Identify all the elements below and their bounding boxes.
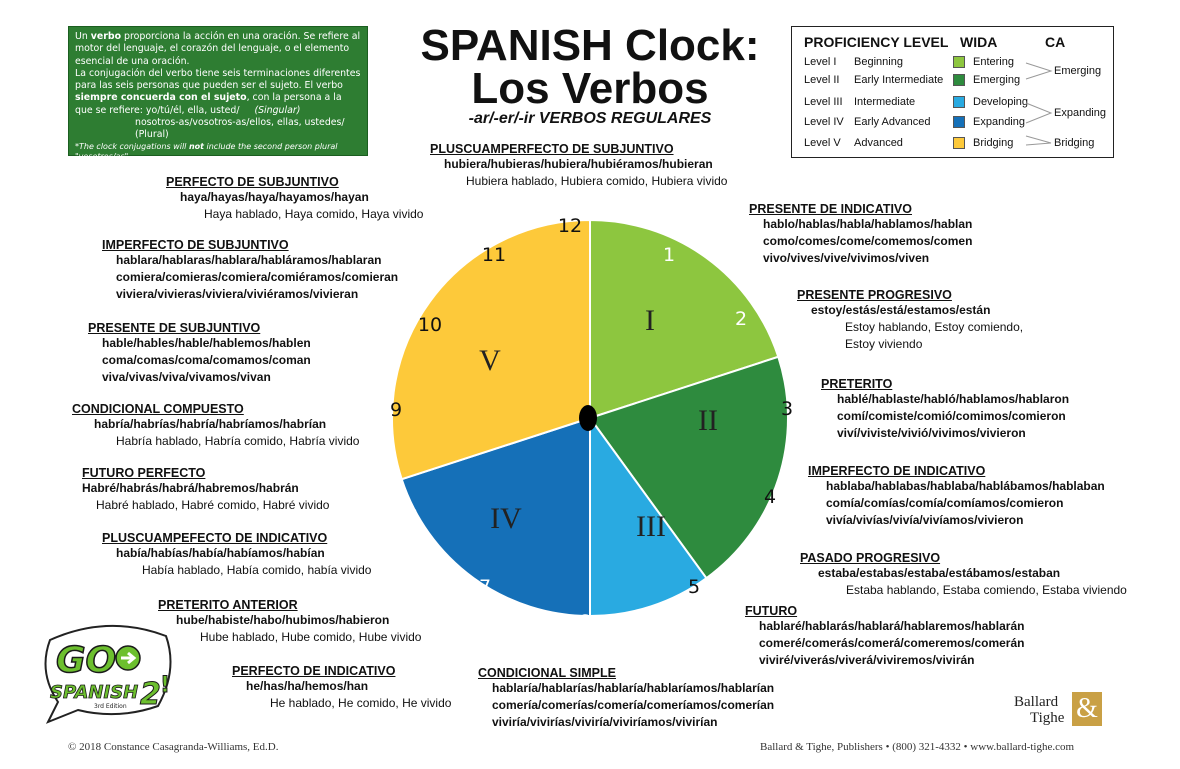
level-name: Early Advanced bbox=[854, 116, 931, 128]
tense-pluscuamperfecto-subjuntivo bbox=[430, 142, 727, 190]
tense-title: PERFECTO DE SUBJUNTIVO bbox=[166, 175, 339, 189]
conjugation-line: viviré/viverás/viverá/viviremos/vivirán bbox=[759, 653, 975, 667]
conjugation-line: como/comes/come/comemos/comen bbox=[763, 234, 973, 248]
conjugation-line: hablaría/hablarías/hablaría/hablaríamos/hablarían bbox=[492, 681, 775, 695]
logo-spanish-text: SPANISH bbox=[50, 682, 139, 703]
conjugation-line: hube/habiste/habo/hubimos/habieron bbox=[176, 613, 390, 627]
clock-number-12: 12 bbox=[557, 215, 583, 237]
proficiency-header: PROFICIENCY LEVEL bbox=[804, 34, 949, 50]
tense-imperfecto-subjuntivo bbox=[102, 238, 398, 303]
logo-edition-text: 3rd Edition bbox=[94, 703, 127, 710]
tense-title: PLUSCUAMPERFECTO DE SUBJUNTIVO bbox=[430, 142, 674, 156]
level-name: Advanced bbox=[854, 137, 903, 149]
level-label: Level II bbox=[804, 74, 840, 86]
conjugation-line: hablaré/hablarás/hablará/hablaremos/hablarán bbox=[759, 619, 1025, 633]
level-label: Level III bbox=[804, 96, 843, 108]
wida-label: Emerging bbox=[973, 74, 1021, 86]
tense-futuro-perfecto bbox=[82, 466, 329, 514]
tense-title: CONDICIONAL COMPUESTO bbox=[72, 402, 244, 416]
conjugation-line: viviera/vivieras/viviera/viviéramos/vivieran bbox=[116, 287, 359, 301]
tense-title: FUTURO PERFECTO bbox=[82, 466, 206, 480]
conjugation-line: hablé/hablaste/habló/hablamos/hablaron bbox=[837, 392, 1070, 406]
intro-paragraph-1: Un verbo proporciona la acción en una oración. Se refiere al motor del lenguaje, el corazón del lenguaje, o el elemento esencial de una oración. bbox=[75, 31, 361, 67]
level-label: Level V bbox=[804, 137, 841, 149]
wida-label: Entering bbox=[973, 56, 1014, 68]
tense-pasado-progresivo bbox=[800, 551, 1127, 599]
proficiency-legend bbox=[791, 26, 1114, 158]
page-subtitle: -ar/-er/-ir VERBOS REGULARES bbox=[468, 110, 712, 127]
example-line: Hubiera hablado, Hubiera comido, Hubiera vivido bbox=[466, 174, 728, 188]
example-line: He hablado, He comido, He vivido bbox=[270, 696, 452, 710]
clock-number-6: 6 bbox=[577, 611, 591, 633]
conjugation-line: comí/comiste/comió/comimos/comieron bbox=[837, 409, 1066, 423]
conjugation-line: estoy/estás/está/estamos/están bbox=[811, 303, 991, 317]
example-line: Estoy hablando, Estoy comiendo, bbox=[845, 320, 1024, 334]
conjugation-line: comería/comerías/comería/comeríamos/comerían bbox=[492, 698, 775, 712]
ca-expanding: Expanding bbox=[1054, 107, 1106, 119]
logo-go-text: GO bbox=[56, 640, 117, 681]
sector-label-I: I bbox=[645, 304, 655, 337]
example-line: Estaba hablando, Estaba comiendo, Estaba viviendo bbox=[846, 583, 1127, 597]
conjugation-line: vivo/vives/vive/vivimos/viven bbox=[763, 251, 930, 265]
level-label: Level I bbox=[804, 56, 837, 68]
sector-label-V: V bbox=[479, 344, 501, 377]
conjugation-line: hablo/hablas/habla/hablamos/hablan bbox=[763, 217, 973, 231]
level-name: Early Intermediate bbox=[854, 74, 944, 86]
copyright-text: © 2018 Constance Casagranda-Williams, Ed.D. bbox=[68, 741, 279, 753]
intro-paragraph-3: nosotros-as/vosotros-as/ellos, ellas, ustedes/ (Plural) bbox=[135, 117, 345, 141]
ballard-tighe-logo bbox=[1014, 693, 1098, 726]
example-line: Haya hablado, Haya comido, Haya vivido bbox=[204, 207, 424, 221]
tense-title: PRETERITO ANTERIOR bbox=[158, 598, 298, 612]
level-label: Level IV bbox=[804, 116, 844, 128]
tense-perfecto-indicativo bbox=[232, 664, 451, 712]
conjugation-line: haya/hayas/haya/hayamos/hayan bbox=[180, 190, 369, 204]
conjugation-line: estaba/estabas/estaba/estábamos/estaban bbox=[818, 566, 1061, 580]
intro-note: *The clock conjugations will not include the second person plural "vosotros/as". bbox=[75, 141, 338, 161]
go-spanish-logo bbox=[38, 622, 178, 722]
tense-condicional-simple bbox=[478, 666, 774, 731]
clock-number-3: 3 bbox=[780, 398, 794, 420]
wida-label: Expanding bbox=[973, 116, 1025, 128]
conjugation-line: comía/comías/comía/comíamos/comieron bbox=[826, 496, 1064, 510]
example-line: Había hablado, Había comido, había vivido bbox=[142, 563, 372, 577]
logo-bang-text: ! bbox=[160, 673, 171, 698]
tense-title: IMPERFECTO DE SUBJUNTIVO bbox=[102, 238, 289, 252]
tense-title: PERFECTO DE INDICATIVO bbox=[232, 664, 396, 678]
ca-header: CA bbox=[1045, 34, 1066, 50]
conjugation-line: vivía/vivías/vivía/vivíamos/vivieron bbox=[826, 513, 1024, 527]
conjugation-line: hubiera/hubieras/hubiera/hubiéramos/hubieran bbox=[444, 157, 713, 171]
verb-clock bbox=[380, 200, 800, 640]
wida-label: Developing bbox=[973, 96, 1029, 108]
wida-label: Bridging bbox=[973, 137, 1014, 149]
tense-condicional-compuesto bbox=[72, 402, 359, 450]
clock-number-11: 11 bbox=[481, 244, 507, 266]
sector-label-III: III bbox=[636, 510, 666, 543]
tense-title: CONDICIONAL SIMPLE bbox=[478, 666, 616, 680]
tense-title: PASADO PROGRESIVO bbox=[800, 551, 941, 565]
clock-number-1: 1 bbox=[662, 244, 676, 266]
tense-title: PRESENTE DE INDICATIVO bbox=[749, 202, 912, 216]
logo-line-2: Tighe bbox=[1030, 710, 1065, 726]
tense-presente-progresivo bbox=[797, 288, 1023, 353]
conjugation-line: he/has/ha/hemos/han bbox=[246, 679, 369, 693]
level-name: Intermediate bbox=[854, 96, 916, 108]
clock-number-2: 2 bbox=[734, 308, 748, 330]
tense-title: PRETERITO bbox=[821, 377, 893, 391]
clock-center-hub bbox=[579, 405, 597, 431]
tense-perfecto-subjuntivo bbox=[166, 175, 423, 223]
logo-line-1: Ballard bbox=[1014, 694, 1059, 710]
example-line: Hube hablado, Hube comido, Hube vivido bbox=[200, 630, 422, 644]
clock-number-4: 4 bbox=[763, 486, 777, 508]
publisher-text: Ballard & Tighe, Publishers • (800) 321-4332 • www.ballard-tighe.com bbox=[760, 741, 1075, 753]
conjugation-line: viva/vivas/viva/vivamos/vivan bbox=[102, 370, 271, 384]
conjugation-line: hable/hables/hable/hablemos/hablen bbox=[102, 336, 311, 350]
clock-number-7: 7 bbox=[478, 576, 492, 598]
tense-title: PRESENTE DE SUBJUNTIVO bbox=[88, 321, 261, 335]
conjugation-line: Habré/habrás/habrá/habremos/habrán bbox=[82, 481, 299, 495]
wida-header: WIDA bbox=[960, 34, 998, 50]
intro-box bbox=[68, 26, 368, 161]
example-line: Habría hablado, Habría comido, Habría vivido bbox=[116, 434, 360, 448]
tense-presente-indicativo bbox=[749, 202, 972, 267]
conjugation-line: hablara/hablaras/hablara/habláramos/hablaran bbox=[116, 253, 382, 267]
level-name: Beginning bbox=[854, 56, 903, 68]
conjugation-line: viviría/vivirías/viviría/viviríamos/vivirían bbox=[492, 715, 718, 729]
tense-pluscuamperfecto-indicativo bbox=[102, 531, 371, 579]
sector-label-II: II bbox=[698, 404, 718, 437]
title-line-1: SPANISH Clock: bbox=[420, 21, 760, 70]
conjugation-line: comeré/comerás/comerá/comeremos/comerán bbox=[759, 636, 1025, 650]
clock-number-10: 10 bbox=[417, 314, 443, 336]
logo-ampersand: & bbox=[1072, 692, 1102, 726]
page-title bbox=[395, 21, 785, 113]
title-line-2: Los Verbos bbox=[471, 64, 709, 113]
tense-title: IMPERFECTO DE INDICATIVO bbox=[808, 464, 986, 478]
tense-preterito-anterior bbox=[158, 598, 421, 646]
tense-futuro bbox=[745, 604, 1024, 669]
tense-preterito bbox=[821, 377, 1069, 442]
conjugation-line: coma/comas/coma/comamos/coman bbox=[102, 353, 311, 367]
clock-number-9: 9 bbox=[389, 399, 403, 421]
ca-emerging: Emerging bbox=[1054, 65, 1102, 77]
ca-bridging: Bridging bbox=[1054, 137, 1095, 149]
conjugation-line: comiera/comieras/comiera/comiéramos/comieran bbox=[116, 270, 399, 284]
tense-imperfecto-indicativo bbox=[808, 464, 1105, 529]
intro-paragraph-2: La conjugación del verbo tiene seis terminaciones diferentes para las seis personas que pueden ser el sujeto. El verbo siempre concuerda con el sujeto, con la persona a la que se refiere: yo/tú/él, ella, usted/ (Singular) bbox=[75, 67, 361, 116]
clock-number-5: 5 bbox=[687, 576, 701, 598]
conjugation-line: habría/habrías/habría/habríamos/habrían bbox=[94, 417, 327, 431]
example-line: Habré hablado, Habré comido, Habré vivido bbox=[96, 498, 330, 512]
tense-presente-subjuntivo bbox=[88, 321, 311, 386]
clock-number-8: 8 bbox=[405, 505, 419, 527]
example-line: Estoy viviendo bbox=[845, 337, 923, 351]
conjugation-line: hablaba/hablabas/hablaba/hablábamos/hablaban bbox=[826, 479, 1105, 493]
conjugation-line: había/habías/había/habíamos/habían bbox=[116, 546, 325, 560]
tense-title: PRESENTE PROGRESIVO bbox=[797, 288, 952, 302]
tense-title: PLUSCUAMPEFECTO DE INDICATIVO bbox=[102, 531, 328, 545]
sector-label-IV: IV bbox=[490, 502, 522, 535]
logo-number-text: 2 bbox=[140, 677, 161, 712]
conjugation-line: viví/viviste/vivió/vivimos/vivieron bbox=[837, 426, 1026, 440]
tense-title: FUTURO bbox=[745, 604, 798, 618]
